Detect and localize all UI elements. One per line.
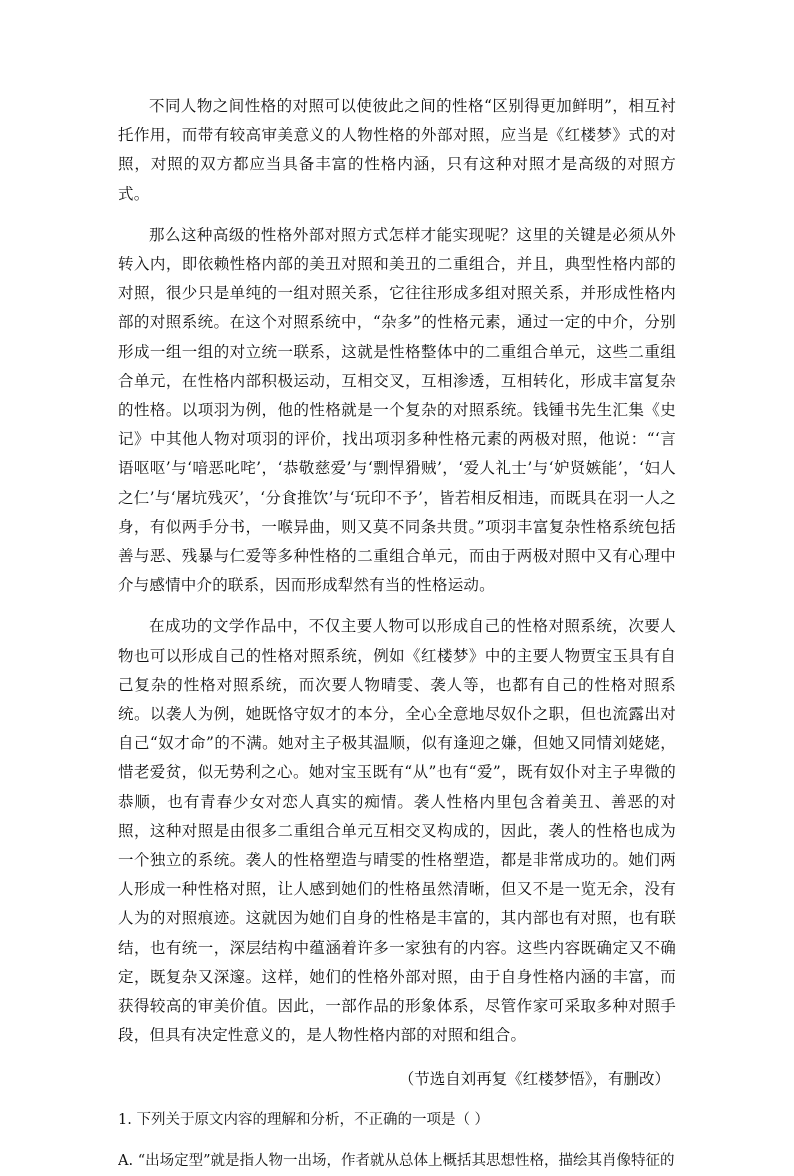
paragraph-1: 不同人物之间性格的对照可以使彼此之间的性格“区别得更加鲜明”，相互衬托作用，而带有较高审美意义的人物性格的外部对照，应当是《红楼梦》式的对照，对照的双方都应当具备丰富的性格内涵，只有这种对照才是高级的对照方式。: [118, 97, 676, 203]
option-a: A. “出场定型”就是指人物一出场，作者就从总体上概括其思想性格，描绘其肖像特征的: [118, 1152, 675, 1169]
paragraph-2: 那么这种高级的性格外部对照方式怎样才能实现呢？这里的关键是必须从外转入内，即依赖性格内部的美丑对照和美丑的二重组合，并且，典型性格内部的对照，很少只是单纯的一组对照关系，它往往形成多组对照关系，并形成性格内部的对照系统。在这个对照系统中，“杂多”的性格元素，通过一定的中介，分别形成一组一组的对立统一联系，这就是性格整体中的二重组合单元，这些二重组合单元，在性格内部积极运动，互相交叉，互相渗透，互相转化，形成丰富复杂的性格。以项羽为例，他的性格就是一个复杂的对照系统。钱锺书先生汇集《史记》中其他人物对项羽的评价，找出项羽多种性格元素的两极对照，他说：“‘言语呕呕’与‘喑恶叱咤’，‘恭敬慈爱’与‘剽悍猾贼’，‘爱人礼士’与‘妒贤嫉能’，‘妇人之仁’与‘屠坑残灭’，‘分食推饮’与‘玩印不予’，皆若相反相违，而既具在羽一人之身，有似两手分书，一喉异曲，则又莫不同条共贯。”项羽丰富复杂性格系统包括善与恶、残暴与仁爱等多种性格的二重组合单元，而由于两极对照中又有心理中介与感情中介的联系，因而形成犁然有当的性格运动。: [118, 225, 676, 595]
document-page: [118, 92, 676, 1176]
paragraph-3: 在成功的文学作品中，不仅主要人物可以形成自己的性格对照系统，次要人物也可以形成自己的性格对照系统，例如《红楼梦》中的主要人物贾宝玉具有自己复杂的性格对照系统，而次要人物晴雯、袭人等，也都有自己的性格对照系统。以袭人为例，她既恪守奴才的本分，全心全意地尽奴仆之职，但也流露出对自己“奴才命”的不满。她对主子极其温顺，似有逢迎之嫌，但她又同情刘姥姥，惜老爱贫，似无势利之心。她对宝玉既有“从”也有“爱”，既有奴仆对主子卑微的恭顺，也有青春少女对恋人真实的痴情。袭人性格内里包含着美丑、善恶的对照，这种对照是由很多二重组合单元互相交叉构成的，因此，袭人的性格也成为一个独立的系统。袭人的性格塑造与晴雯的性格塑造，都是非常成功的。她们两人形成一种性格对照，让人感到她们的性格虽然清晰，但又不是一览无余，没有人为的对照痕迹。这就因为她们自身的性格是丰富的，其内部也有对照，也有联结，也有统一，深层结构中蕴涵着许多一家独有的内容。这些内容既确定又不确定，既复杂又深邃。这样，她们的性格外部对照，由于自身性格内涵的丰富，而获得较高的审美价值。因此，一部作品的形象体系，尽管作家可采取多种对照手段，但具有决定性意义的，是人物性格内部的对照和组合。: [118, 617, 676, 1045]
question-1: 1. 下列关于原文内容的理解和分析，不正确的一项是（ ）: [118, 1111, 490, 1128]
source-citation: （节选自刘再复《红楼梦悟》，有删改）: [398, 1069, 670, 1088]
